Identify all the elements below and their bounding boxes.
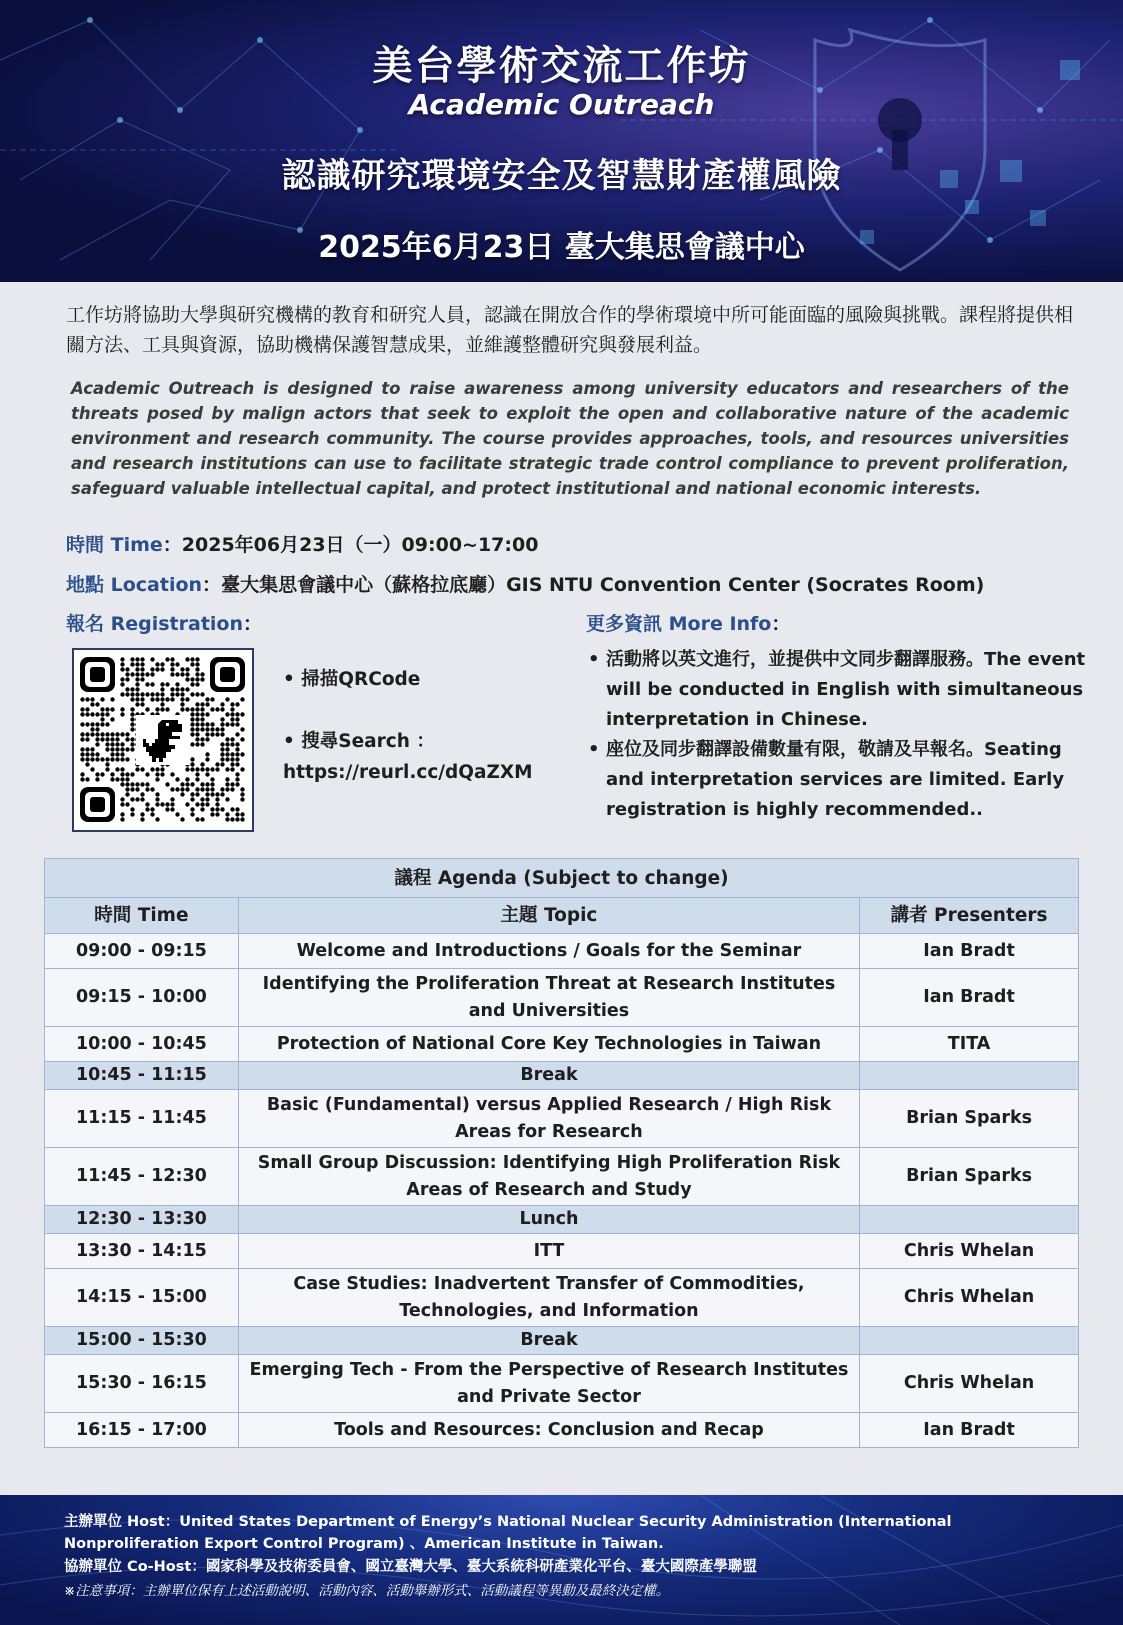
agenda-cell-time: 10:45 - 11:15 [45,1062,239,1090]
agenda-cell-presenter: Ian Bradt [860,1413,1079,1448]
agenda-cell-topic: ITT [238,1234,859,1269]
agenda-body [45,934,1079,1448]
agenda-row [45,1413,1079,1448]
agenda-cell-time: 11:45 - 12:30 [45,1148,239,1206]
agenda-cell-presenter: Brian Sparks [860,1148,1079,1206]
more-info-item: • 活動將以英文進行，並提供中文同步翻譯服務。The event will be conducted in English with simultaneous interpretation in Chinese. [588,645,1088,735]
qr-code-image [74,650,252,830]
footer-note: ※注意事項：主辦單位保有上述活動說明、活動內容、活動舉辦形式、活動議程等異動及最終決定權。 [64,1583,670,1599]
agenda-cell-presenter: Chris Whelan [860,1269,1079,1327]
agenda-break-row [45,1206,1079,1234]
agenda-row [45,1148,1079,1206]
agenda-cell-presenter [860,1327,1079,1355]
column-header-presenters: 講者 Presenters [860,898,1079,934]
agenda-cell-time: 15:30 - 16:15 [45,1355,239,1413]
location-info [66,570,984,597]
agenda-cell-topic: Small Group Discussion: Identifying High Proliferation Risk Areas of Research and Study [238,1148,859,1206]
agenda-cell-presenter [860,1206,1079,1234]
agenda-cell-topic: Welcome and Introductions / Goals for the Seminar [238,934,859,969]
agenda-table [44,858,1079,1448]
location-sep: ： [202,574,222,596]
time-info [66,530,538,557]
footer-host: 主辦單位 Host：United States Department of Energy’s National Nuclear Security Administration (International Nonproliferation Export Control Program) 、American Institute in Taiwan. [64,1514,952,1552]
agenda-cell-time: 09:15 - 10:00 [45,969,239,1027]
time-value: 2025年06月23日（一）09:00~17:00 [181,534,539,556]
agenda-row [45,1090,1079,1148]
agenda-cell-time: 10:00 - 10:45 [45,1027,239,1062]
more-info-item: • 座位及同步翻譯設備數量有限，敬請及早報名。Seating and interpretation services are limited. Early registration is highly recommended.. [588,735,1088,825]
footer [0,1495,1123,1625]
intro-chinese: 工作坊將協助大學與研究機構的教育和研究人員，認識在開放合作的學術環境中所可能面臨的風險與挑戰。課程將提供相關方法、工具與資源，協助機構保護智慧成果，並維護整體研究與發展利益。 [66,304,1074,356]
more-info-list [588,645,1088,825]
agenda-row [45,1234,1079,1269]
agenda-cell-presenter: Chris Whelan [860,1234,1079,1269]
agenda-cell-topic: Lunch [238,1206,859,1234]
registration-url-link[interactable]: https://reurl.cc/dQaZXM [283,762,533,783]
time-label: 時間 Time [66,534,163,556]
agenda-cell-presenter: Chris Whelan [860,1355,1079,1413]
subtitle: 認識研究環境安全及智慧財產權風險 [281,156,842,196]
agenda-cell-time: 15:00 - 15:30 [45,1327,239,1355]
column-header-topic: 主題 Topic [238,898,859,934]
agenda-cell-topic: Tools and Resources: Conclusion and Recap [238,1413,859,1448]
agenda-cell-topic: Case Studies: Inadvertent Transfer of Commodities, Technologies, and Information [238,1269,859,1327]
agenda-cell-presenter [860,1062,1079,1090]
agenda-caption: 議程 Agenda (Subject to change) [45,859,1079,898]
registration-label: 報名 Registration [66,613,244,635]
agenda-row [45,934,1079,969]
agenda-cell-presenter: Ian Bradt [860,934,1079,969]
agenda-cell-time: 11:15 - 11:45 [45,1090,239,1148]
location-label: 地點 Location [66,574,203,596]
event-date-venue: 2025年6月23日 臺大集思會議中心 [318,230,805,265]
agenda-cell-topic: Basic (Fundamental) versus Applied Research / High Risk Areas for Research [238,1090,859,1148]
more-info-label: 更多資訊 More Info [586,613,772,635]
agenda-cell-topic: Break [238,1062,859,1090]
agenda-break-row [45,1327,1079,1355]
search-text: • 搜尋Search ： [283,731,435,752]
registration-heading [66,609,262,636]
agenda-cell-time: 14:15 - 15:00 [45,1269,239,1327]
agenda-row [45,1027,1079,1062]
intro-english: Academic Outreach is designed to raise awareness among university educators and researchers of the threats posed by malign actors that seek to exploit the open and collaborative nature of the academic environment and research community. The course provides approaches, tools, and resources universities and research institutions can use to facilitate strategic trade control compliance to prevent proliferation, safeguard valuable intellectual capital, and protect institutional and national economic interests. [71,379,1069,498]
agenda-cell-topic: Identifying the Proliferation Threat at Research Institutes and Universities [238,969,859,1027]
header-banner [0,0,1123,282]
agenda-cell-presenter: Ian Bradt [860,969,1079,1027]
registration-qr-code[interactable] [72,648,254,832]
registration-sep: ： [243,613,263,635]
scan-qrcode-text: • 掃描QRCode [283,669,421,690]
location-value: 臺大集思會議中心（蘇格拉底廳）GIS NTU Convention Center (Socrates Room) [221,574,985,596]
more-info-heading [586,609,790,636]
column-header-time: 時間 Time [45,898,239,934]
agenda-row [45,1355,1079,1413]
time-sep: ： [162,534,182,556]
more-info-sep: ： [771,613,791,635]
registration-instructions [283,664,533,788]
title-english: Academic Outreach [408,88,715,121]
agenda-break-row [45,1062,1079,1090]
agenda-cell-time: 12:30 - 13:30 [45,1206,239,1234]
agenda-row [45,969,1079,1027]
agenda-cell-presenter: TITA [860,1027,1079,1062]
agenda-row [45,1269,1079,1327]
agenda-cell-topic: Break [238,1327,859,1355]
agenda-cell-topic: Emerging Tech - From the Perspective of Research Institutes and Private Sector [238,1355,859,1413]
agenda-cell-time: 13:30 - 14:15 [45,1234,239,1269]
agenda-cell-time: 09:00 - 09:15 [45,934,239,969]
agenda-cell-presenter: Brian Sparks [860,1090,1079,1148]
footer-cohost: 協辦單位 Co-Host：國家科學及技術委員會、國立臺灣大學、臺大系統科研產業化平台、臺大國際產學聯盟 [64,1559,757,1575]
agenda-cell-topic: Protection of National Core Key Technologies in Taiwan [238,1027,859,1062]
title-chinese: 美台學術交流工作坊 [372,43,751,89]
agenda-cell-time: 16:15 - 17:00 [45,1413,239,1448]
